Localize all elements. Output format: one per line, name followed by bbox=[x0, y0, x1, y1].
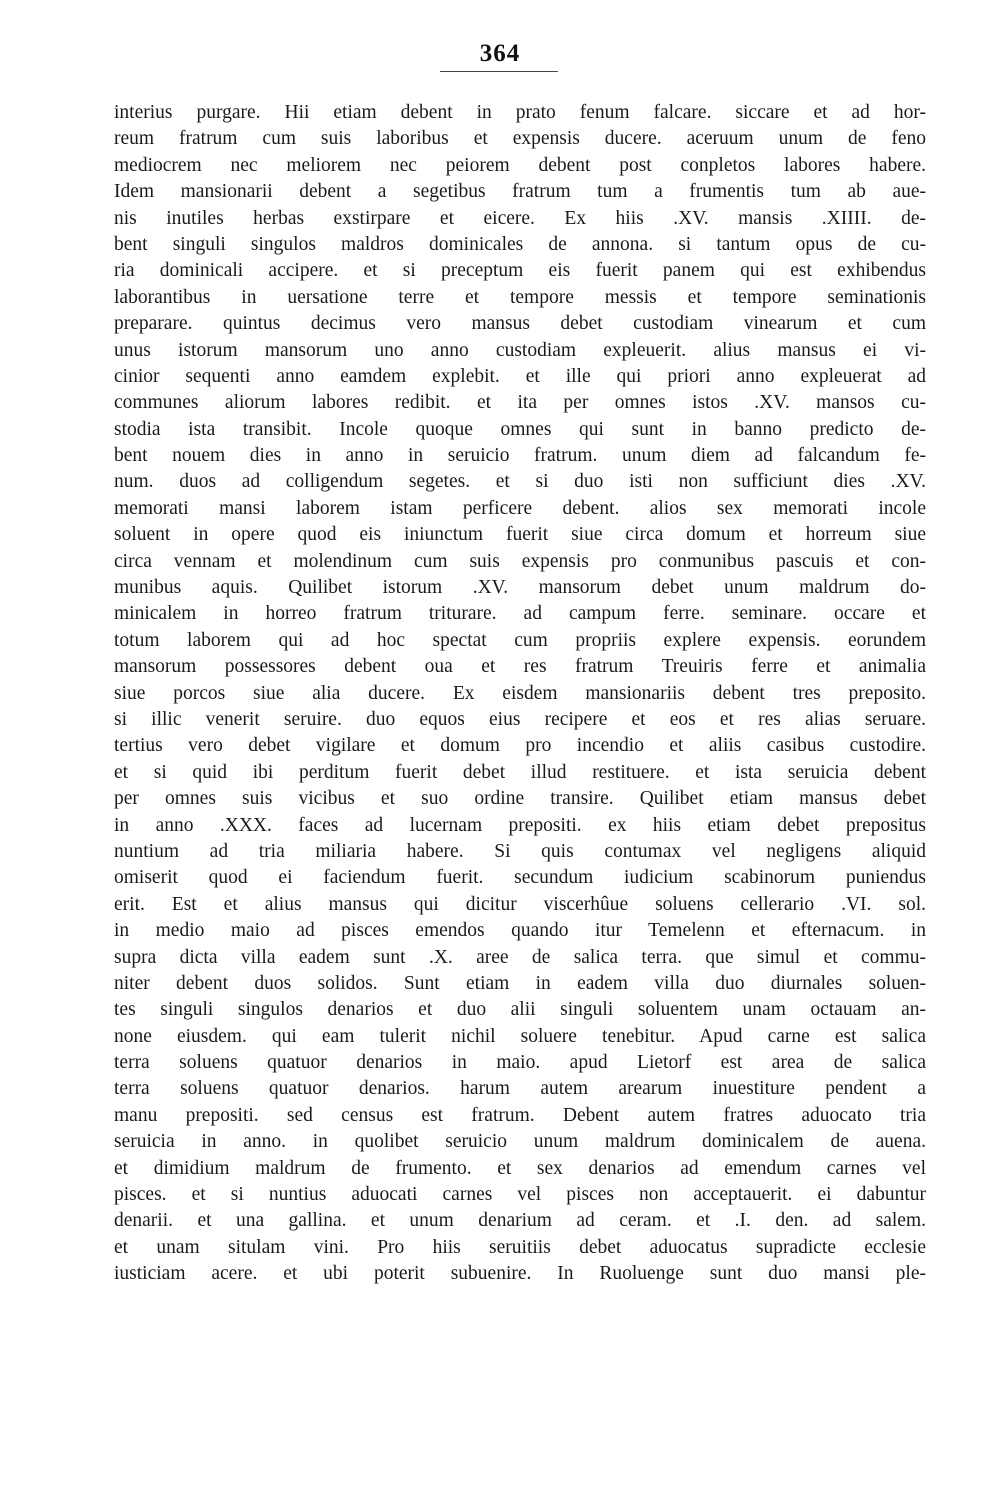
text-line: laborantibus in uersatione terre et tempore messis et tempore seminationis bbox=[114, 286, 926, 308]
text-line: terra soluens quatuor denarios. harum autem arearum inuestiture pendent a bbox=[114, 1078, 926, 1100]
text-line: niter debent duos solidos. Sunt etiam in eadem villa duo diurnales soluen- bbox=[114, 972, 926, 994]
text-line: mediocrem nec meliorem nec peiorem debent post conpletos labores habere. bbox=[114, 154, 926, 176]
text-line: in anno .XXX. faces ad lucernam prepositi. ex hiis etiam debet prepositus bbox=[114, 814, 926, 836]
text-line: tertius vero debet vigilare et domum pro incendio et aliis casibus custodire. bbox=[114, 735, 926, 757]
text-line: communes aliorum labores redibit. et ita per omnes istos .XV. mansos cu- bbox=[114, 392, 926, 414]
text-line: denarii. et una gallina. et unum denarium ad ceram. et .I. den. ad salem. bbox=[114, 1210, 926, 1232]
text-line: pisces. et si nuntius aduocati carnes vel pisces non acceptauerit. ei dabuntur bbox=[114, 1184, 926, 1206]
text-line: bent singuli singulos maldros dominicales de annona. si tantum opus de cu- bbox=[114, 233, 926, 255]
text-line: reum fratrum cum suis laboribus et expensis ducere. aceruum unum de feno bbox=[114, 128, 926, 150]
text-line: circa vennam et molendinum cum suis expensis pro conmunibus pascuis et con- bbox=[114, 550, 926, 572]
text-line: omiserit quod ei faciendum fuerit. secundum iudicium scabinorum puniendus bbox=[114, 867, 926, 889]
text-line: memorati mansi laborem istam perficere debent. alios sex memorati incole bbox=[114, 497, 926, 519]
text-line: unus istorum mansorum uno anno custodiam expleuerit. alius mansus ei vi- bbox=[114, 339, 926, 361]
text-line: iusticiam acere. et ubi poterit subuenire. In Ruoluenge sunt duo mansi ple- bbox=[114, 1263, 926, 1285]
text-line: et unam situlam vini. Pro hiis seruitiis debet aduocatus supradicte ecclesie bbox=[114, 1236, 926, 1258]
text-line: nuntium ad tria miliaria habere. Si quis contumax vel negligens aliquid bbox=[114, 840, 926, 862]
text-line: nis inutiles herbas exstirpare et eicere. Ex hiis .XV. mansis .XIIII. de- bbox=[114, 207, 926, 229]
text-line: seruicia in anno. in quolibet seruicio unum maldrum dominicalem de auena. bbox=[114, 1131, 926, 1153]
page-number: 364 bbox=[479, 40, 521, 67]
text-line: num. duos ad colligendum segetes. et si duo isti non sufficiunt dies .XV. bbox=[114, 471, 926, 493]
text-line: tes singuli singulos denarios et duo alii singuli soluentem unam octauam an- bbox=[114, 999, 926, 1021]
text-line: stodia ista transibit. Incole quoque omnes qui sunt in banno predicto de- bbox=[114, 418, 926, 440]
text-line: none eiusdem. qui eam tulerit nichil soluere tenebitur. Apud carne est salica bbox=[114, 1025, 926, 1047]
text-line: supra dicta villa eadem sunt .X. aree de salica terra. que simul et commu- bbox=[114, 946, 926, 968]
text-line: et si quid ibi perditum fuerit debet illud restituere. et ista seruicia debent bbox=[114, 761, 926, 783]
text-line: per omnes suis vicibus et suo ordine transire. Quilibet etiam mansus debet bbox=[114, 788, 926, 810]
header-rule bbox=[440, 71, 558, 72]
text-line: in medio maio ad pisces emendos quando itur Temelenn et efternacum. in bbox=[114, 920, 926, 942]
text-line: Idem mansionarii debent a segetibus fratrum tum a frumentis tum ab aue- bbox=[114, 181, 926, 203]
text-line: minicalem in horreo fratrum triturare. ad campum ferre. seminare. occare et bbox=[114, 603, 926, 625]
text-line: ria dominicali accipere. et si preceptum eis fuerit panem qui est exhibendus bbox=[114, 260, 926, 282]
text-line: preparare. quintus decimus vero mansus debet custodiam vinearum et cum bbox=[114, 313, 926, 335]
body-text bbox=[114, 100, 926, 1288]
text-line: mansorum possessores debent oua et res fratrum Treuiris ferre et animalia bbox=[114, 656, 926, 678]
text-line: interius purgare. Hii etiam debent in prato fenum falcare. siccare et ad hor- bbox=[114, 102, 926, 123]
text-line: erit. Est et alius mansus qui dicitur viscerhûue soluens cellerario .VI. sol. bbox=[114, 893, 926, 915]
text-line: terra soluens quatuor denarios in maio. apud Lietorf est area de salica bbox=[114, 1052, 926, 1074]
text-line: bent nouem dies in anno in seruicio fratrum. unum diem ad falcandum fe- bbox=[114, 445, 926, 467]
text-line: manu prepositi. sed census est fratrum. Debent autem fratres aduocato tria bbox=[114, 1104, 926, 1126]
text-line: munibus aquis. Quilibet istorum .XV. mansorum debet unum maldrum do- bbox=[114, 577, 926, 599]
text-line: cinior sequenti anno eamdem explebit. et ille qui priori anno expleuerat ad bbox=[114, 365, 926, 387]
text-line: si illic venerit seruire. duo equos eius recipere et eos et res alias seruare. bbox=[114, 708, 926, 730]
text-line: siue porcos siue alia ducere. Ex eisdem mansionariis debent tres preposito. bbox=[114, 682, 926, 704]
text-line: soluent in opere quod eis iniunctum fuerit siue circa domum et horreum siue bbox=[114, 524, 926, 546]
text-line: totum laborem qui ad hoc spectat cum propriis explere expensis. eorundem bbox=[114, 629, 926, 651]
text-line: et dimidium maldrum de frumento. et sex denarios ad emendum carnes vel bbox=[114, 1157, 926, 1179]
